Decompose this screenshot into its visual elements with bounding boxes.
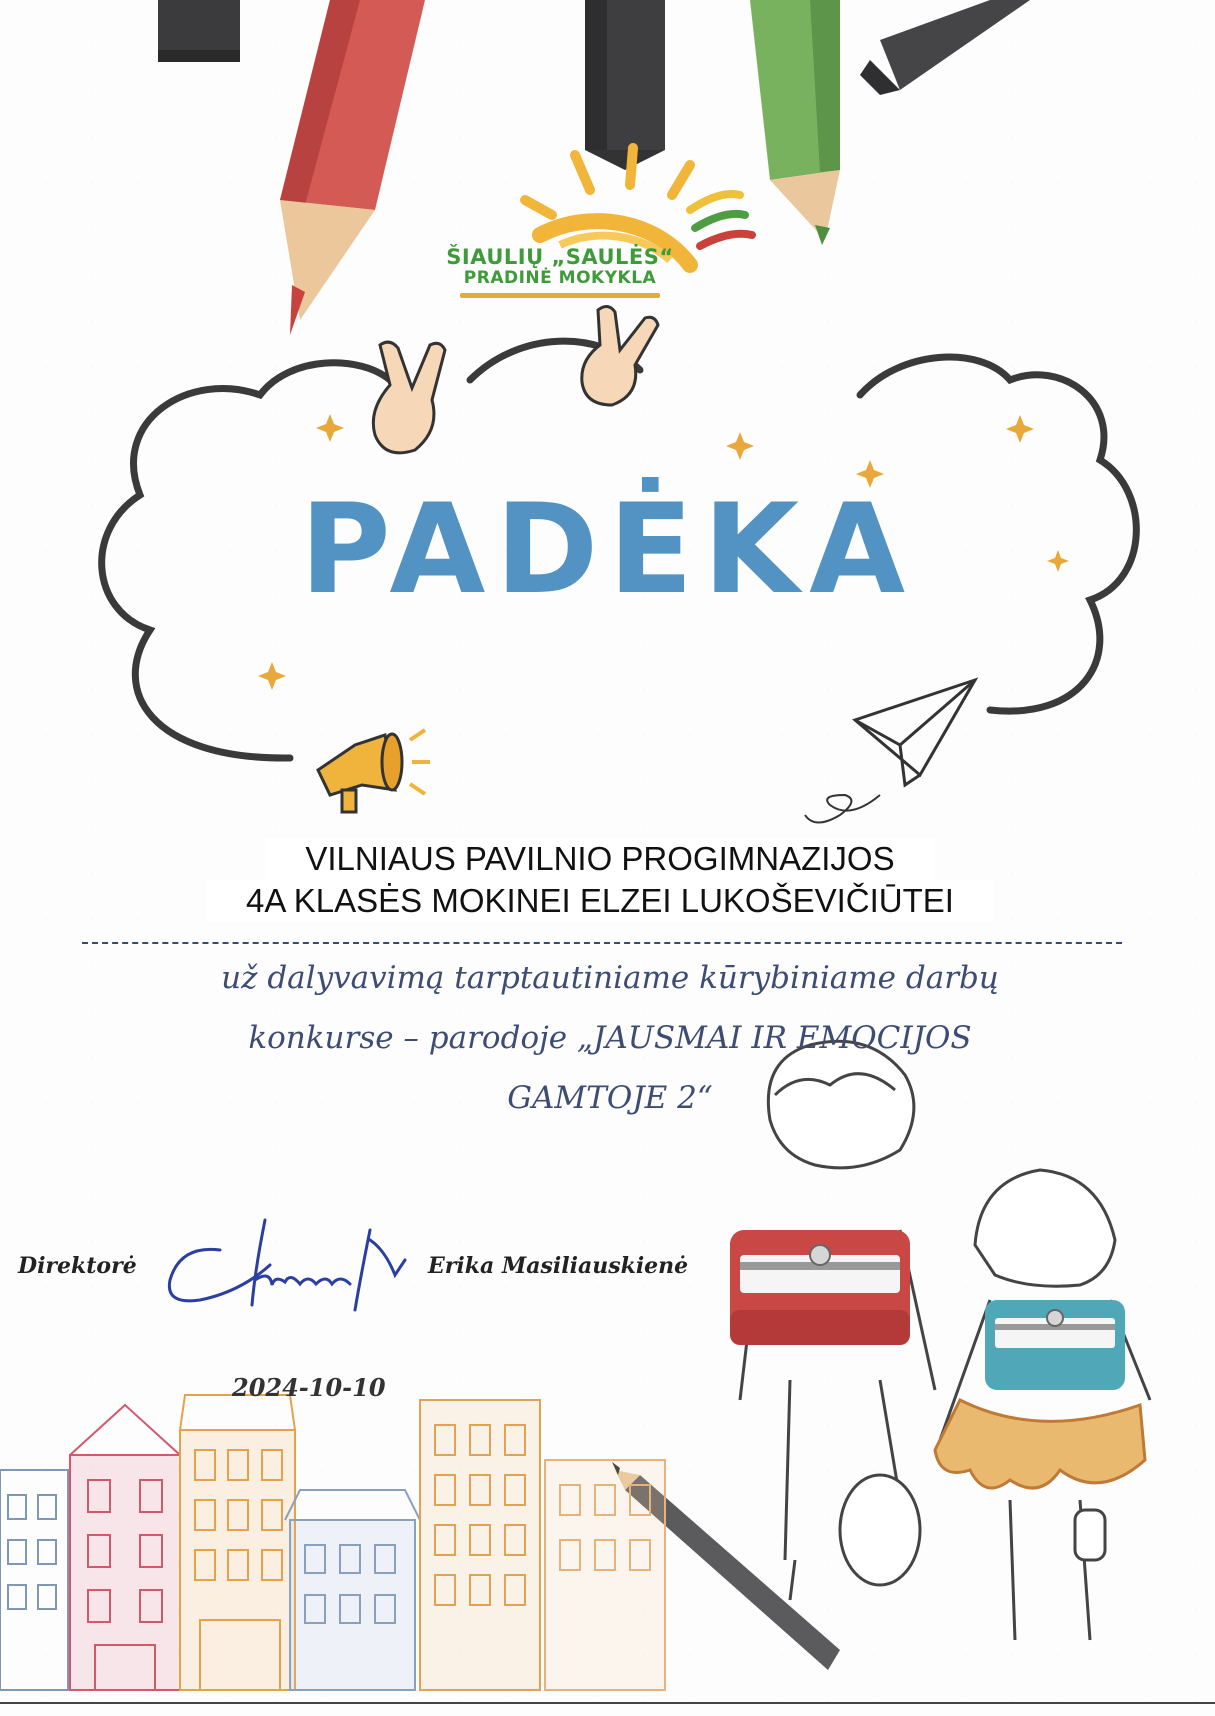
bottom-border xyxy=(0,1702,1215,1704)
issue-date: 2024-10-10 xyxy=(232,1373,386,1402)
paper-plane-icon xyxy=(805,680,975,823)
peace-hand-left xyxy=(373,342,445,453)
pencil-shavings xyxy=(935,1400,1145,1488)
blue-sharpener xyxy=(985,1300,1125,1390)
red-sharpener xyxy=(730,1230,910,1345)
megaphone-icon xyxy=(318,730,430,812)
handwritten-signature xyxy=(160,1210,420,1320)
description-line3: GAMTOJE 2“ xyxy=(507,1080,713,1116)
town-buildings xyxy=(0,1395,665,1690)
award-description xyxy=(70,948,1150,1128)
school-name-line1: ŠIAULIŲ „SAULĖS“ xyxy=(446,245,674,269)
description-line1: už dalyvavimą tarptautiniame kūrybiniame darbų xyxy=(221,960,999,996)
recipient-school: VILNIAUS PAVILNIO PROGIMNAZIJOS xyxy=(265,838,934,880)
red-pencil xyxy=(280,0,425,335)
recipient-block xyxy=(70,838,1130,922)
school-logo-underline xyxy=(460,293,660,298)
recipient-name: 4A KLASĖS MOKINEI ELZEI LUKOŠEVIČIŪTEI xyxy=(206,880,994,922)
certificate-title: PADĖKA xyxy=(299,478,916,622)
director-name: Erika Masiliauskienė xyxy=(428,1253,689,1279)
peace-hand-right xyxy=(582,306,658,405)
dark-pencil-stub-left xyxy=(158,0,240,62)
school-name-line2: PRADINĖ MOKYKLA xyxy=(463,268,657,289)
director-role: Direktorė xyxy=(18,1253,137,1279)
school-logo-text xyxy=(440,245,680,298)
dark-pencil-center xyxy=(585,0,665,170)
description-line2: konkurse – parodoje „JAUSMAI IR EMOCIJOS xyxy=(248,1020,972,1056)
green-pencil xyxy=(750,0,840,245)
dark-pencil-right xyxy=(860,0,1030,95)
dashed-divider xyxy=(82,942,1122,944)
